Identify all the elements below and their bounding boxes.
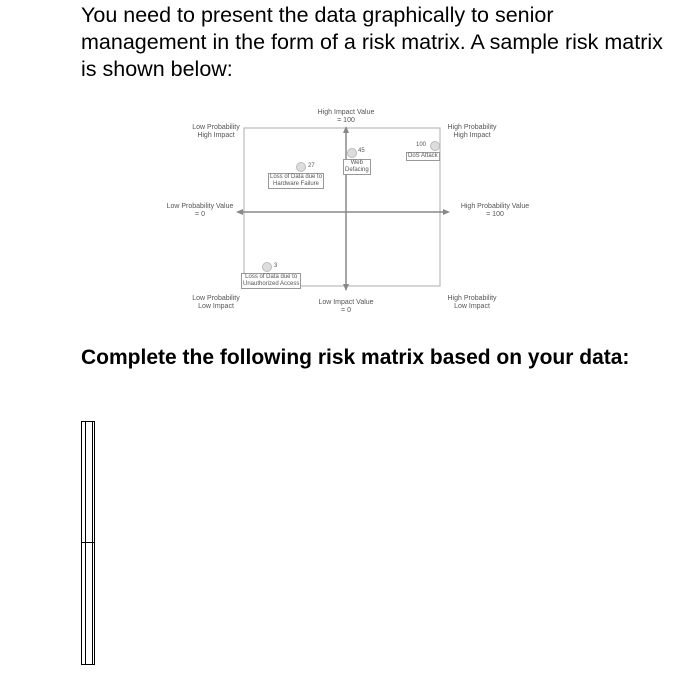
risk-value-hardware-failure: 27: [308, 163, 315, 169]
intro-paragraph: You need to present the data graphically to senior management in the form of a risk matrix. A sample risk matrix is shown below:: [81, 3, 663, 81]
risk-value-web-defacing: 45: [358, 148, 365, 154]
corner-top-right-line1: High Probability: [447, 124, 497, 131]
corner-bottom-right-line1: High Probability: [447, 295, 497, 302]
risk-label-hardware-failure-line1: Loss of Data due to: [270, 174, 323, 180]
axis-label-bottom-line1: Low Impact Value: [318, 299, 374, 306]
axis-label-right-line1: High Probability Value: [460, 203, 530, 210]
corner-bottom-left: [180, 295, 252, 311]
risk-label-unauthorized-access-line2: Unauthorized Access: [243, 281, 300, 287]
corner-bottom-right-line2: Low Impact: [454, 303, 490, 310]
axis-label-top: [306, 109, 386, 125]
risk-bubble-dos-attack: [430, 141, 440, 151]
axis-label-left: [156, 203, 244, 219]
axis-label-right-line2: = 100: [486, 211, 504, 218]
axis-label-right: [451, 203, 539, 219]
risk-value-dos-attack: 100: [416, 142, 427, 148]
corner-bottom-right: [436, 295, 508, 311]
risk-label-web-defacing-line2: Defacing: [345, 167, 369, 173]
table-row-divider: [82, 542, 94, 543]
risk-bubble-unauthorized-access: [262, 262, 272, 272]
empty-risk-matrix-table[interactable]: [81, 421, 95, 665]
corner-top-right: [436, 124, 508, 140]
corner-bottom-left-line1: Low Probability: [192, 295, 240, 302]
axis-label-left-line2: = 0: [195, 211, 205, 218]
axis-label-top-line2: = 100: [337, 117, 355, 124]
risk-label-web-defacing: [343, 159, 371, 175]
risk-label-dos-attack: [406, 152, 440, 161]
risk-label-web-defacing-line1: Web: [350, 160, 363, 166]
corner-top-left-line2: High Impact: [197, 132, 235, 139]
risk-label-hardware-failure-line2: Hardware Failure: [273, 181, 320, 187]
corner-bottom-left-line2: Low Impact: [198, 303, 234, 310]
axis-label-bottom-line2: = 0: [341, 307, 351, 314]
impact-axis-bottom-arrow: [343, 284, 349, 291]
table-column-divider: [85, 422, 93, 664]
risk-label-dos-attack-line1: DoS Attack: [408, 153, 438, 159]
risk-label-hardware-failure: [268, 173, 324, 189]
section-heading: Complete the following risk matrix based on your data:: [81, 346, 630, 369]
risk-label-unauthorized-access: [241, 273, 301, 289]
axis-label-bottom: [306, 299, 386, 315]
axis-label-top-line1: High Impact Value: [317, 109, 375, 116]
corner-top-left-line1: Low Probability: [192, 124, 240, 131]
corner-top-right-line2: High Impact: [453, 132, 491, 139]
probability-axis-right-arrow: [443, 209, 450, 215]
risk-bubble-hardware-failure: [296, 162, 306, 172]
risk-label-unauthorized-access-line1: Loss of Data due to: [245, 274, 298, 280]
axis-label-left-line1: Low Probability Value: [166, 203, 234, 210]
impact-axis-top-arrow: [343, 126, 349, 133]
corner-top-left: [180, 124, 252, 140]
risk-bubble-web-defacing: [347, 148, 357, 158]
risk-value-unauthorized-access: 3: [274, 263, 278, 269]
